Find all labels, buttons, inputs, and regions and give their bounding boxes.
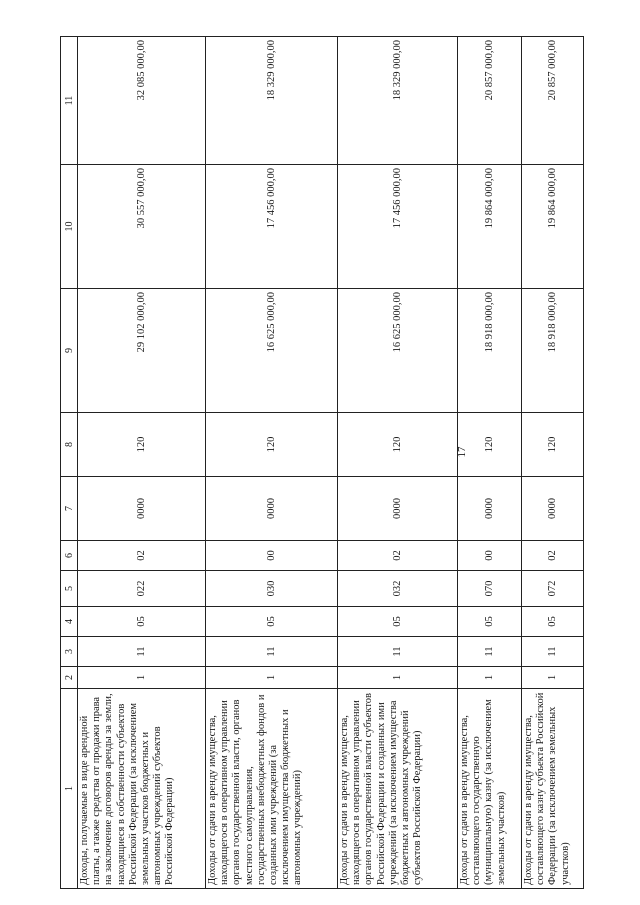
cell-col8: 120: [458, 413, 522, 477]
cell-col5: 032: [338, 571, 458, 607]
cell-col6: 00: [458, 541, 522, 571]
table-row: [458, 37, 522, 889]
cell-col2: 1: [522, 667, 584, 689]
cell-col9: 18 918 000,00: [458, 289, 522, 413]
cell-col8: 120: [78, 413, 206, 477]
cell-col5: 030: [206, 571, 338, 607]
row-description: Доходы от сдачи в аренду имущества, составляющего государственную (муниципальную) казну (за исключением земельных участков): [458, 689, 522, 889]
row-description: Доходы от сдачи в аренду имущества, находящегося в оперативном управлении органов государственной власти, органов местного самоуправления, государственных внебюджетных фондов и созданных ими учреждений (за исключением имущества бюджетных и автономных учреждений): [206, 689, 338, 889]
cell-col10: 19 864 000,00: [458, 165, 522, 289]
col-header-1: 1: [61, 689, 78, 889]
cell-col7: 0000: [522, 477, 584, 541]
col-header-11: 11: [61, 37, 78, 165]
cell-col9: 18 918 000,00: [522, 289, 584, 413]
cell-col10: 17 456 000,00: [338, 165, 458, 289]
table-row: [78, 37, 206, 889]
cell-col4: 05: [458, 607, 522, 637]
cell-col3: 11: [206, 637, 338, 667]
col-header-3: 3: [61, 637, 78, 667]
cell-col2: 1: [78, 667, 206, 689]
cell-col6: 02: [522, 541, 584, 571]
cell-col2: 1: [206, 667, 338, 689]
cell-col5: 022: [78, 571, 206, 607]
row-description: Доходы от сдачи в аренду имущества, находящегося в оперативном управлении органов государственной власти субъектов Российской Федерации и созданных ими учреждений (за исключением имущества бюджетных и автономных учреждений субъектов Российской Федерации): [338, 689, 458, 889]
col-header-8: 8: [61, 413, 78, 477]
cell-col11: 32 085 000,00: [78, 37, 206, 165]
cell-col7: 0000: [338, 477, 458, 541]
table-row: [338, 37, 458, 889]
cell-col11: 20 857 000,00: [522, 37, 584, 165]
cell-col4: 05: [522, 607, 584, 637]
col-header-5: 5: [61, 571, 78, 607]
col-header-7: 7: [61, 477, 78, 541]
cell-col4: 05: [78, 607, 206, 637]
cell-col6: 00: [206, 541, 338, 571]
row-description: Доходы от сдачи в аренду имущества, составляющего казну субъекта Российской Федерации (за исключением земельных участков): [522, 689, 584, 889]
cell-col5: 072: [522, 571, 584, 607]
cell-col8: 120: [338, 413, 458, 477]
cell-col9: 16 625 000,00: [338, 289, 458, 413]
cell-col10: 30 557 000,00: [78, 165, 206, 289]
cell-col7: 0000: [458, 477, 522, 541]
cell-col3: 11: [78, 637, 206, 667]
cell-col2: 1: [338, 667, 458, 689]
cell-col11: 18 329 000,00: [338, 37, 458, 165]
cell-col4: 05: [206, 607, 338, 637]
cell-col3: 11: [338, 637, 458, 667]
col-header-9: 9: [61, 289, 78, 413]
cell-col7: 0000: [206, 477, 338, 541]
col-header-10: 10: [61, 165, 78, 289]
col-header-6: 6: [61, 541, 78, 571]
cell-col8: 120: [522, 413, 584, 477]
cell-col5: 070: [458, 571, 522, 607]
col-header-2: 2: [61, 667, 78, 689]
cell-col7: 0000: [78, 477, 206, 541]
cell-col10: 17 456 000,00: [206, 165, 338, 289]
rotated-content: [60, 37, 571, 889]
row-description: Доходы, получаемые в виде арендной платы, а также средства от продажи права на заключение договоров аренды за земли, находящиеся в собственности субъектов Российской Федерации (за исключением земельных участков бюджетных и автономных учреждений субъектов Российской Федерации): [78, 689, 206, 889]
cell-col6: 02: [78, 541, 206, 571]
table-row: [206, 37, 338, 889]
rotated-page: [60, 37, 640, 885]
cell-col3: 11: [522, 637, 584, 667]
table-row: [522, 37, 584, 889]
cell-col3: 11: [458, 637, 522, 667]
cell-col9: 16 625 000,00: [206, 289, 338, 413]
revenue-table: [60, 36, 584, 889]
cell-col11: 20 857 000,00: [458, 37, 522, 165]
cell-col9: 29 102 000,00: [78, 289, 206, 413]
cell-col4: 05: [338, 607, 458, 637]
cell-col10: 19 864 000,00: [522, 165, 584, 289]
cell-col2: 1: [458, 667, 522, 689]
cell-col11: 18 329 000,00: [206, 37, 338, 165]
cell-col6: 02: [338, 541, 458, 571]
col-header-4: 4: [61, 607, 78, 637]
cell-col8: 120: [206, 413, 338, 477]
header-row: [61, 37, 78, 889]
page-number: 17: [456, 446, 468, 458]
